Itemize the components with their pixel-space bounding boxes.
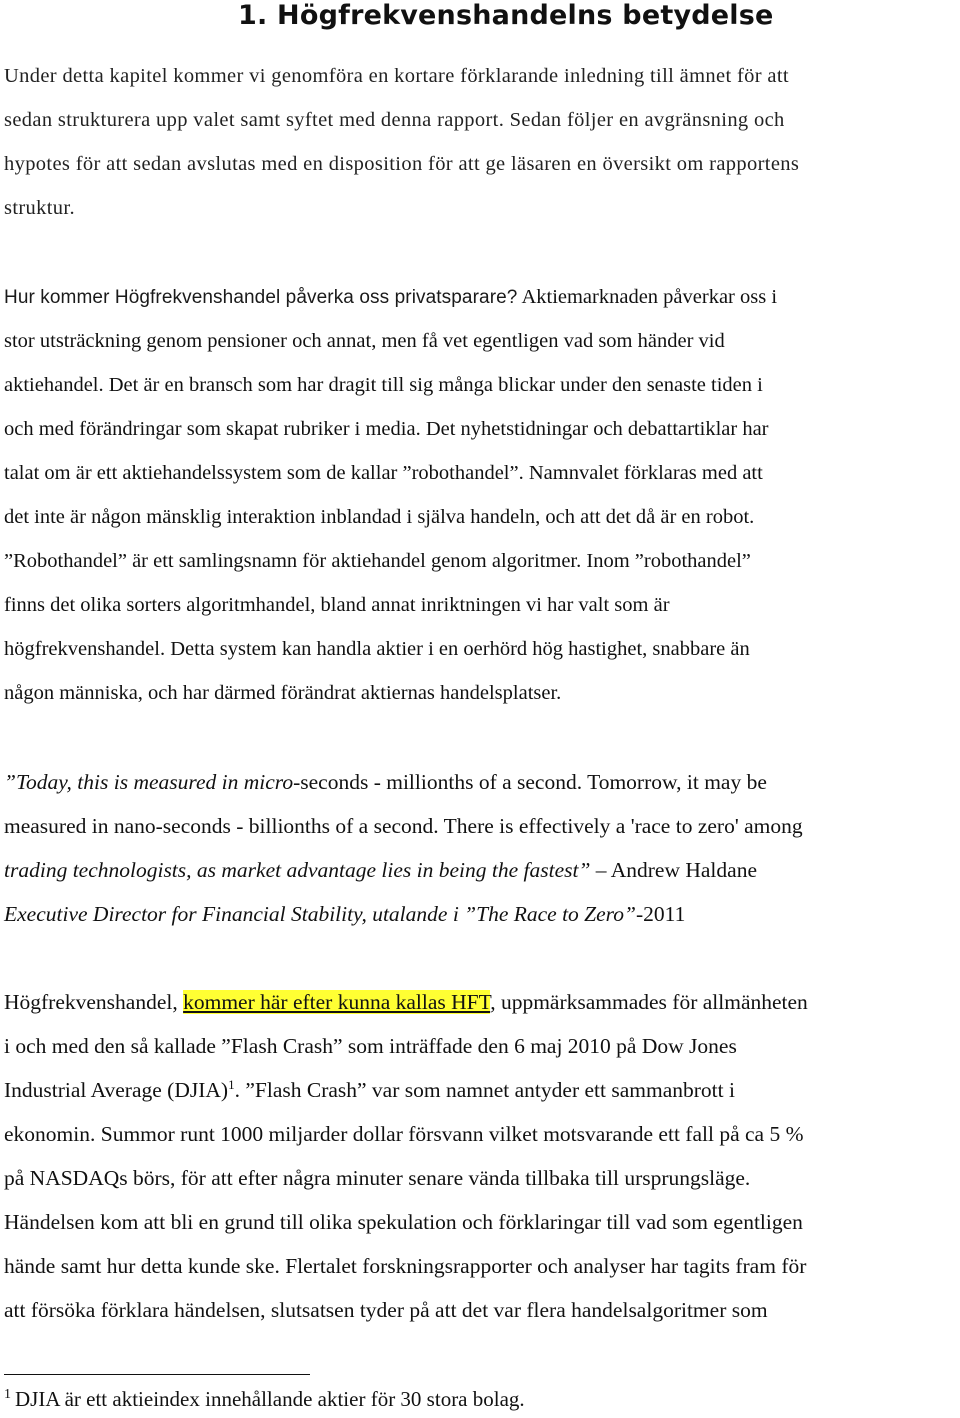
- quote-year: -2011: [635, 902, 686, 926]
- main-text: och med förändringar som skapat rubriker i media.: [4, 418, 421, 440]
- main-line: [4, 275, 956, 319]
- main-text: högfrekvenshandel.: [4, 638, 166, 660]
- hft-line: att försöka förklara händelsen, slutsatsen tyder på att det var flera handelsalgoritmer som: [4, 1298, 768, 1322]
- quote-line: [4, 848, 956, 892]
- hft-text: . ”Flash Crash” var som namnet antyder ett sammanbrott i: [234, 1078, 735, 1102]
- main-line: finns det olika sorters algoritmhandel, bland annat inriktningen vi har valt som är: [4, 594, 670, 616]
- main-line: [4, 627, 956, 671]
- intro-paragraph: [4, 54, 956, 230]
- quote-line: [4, 760, 956, 804]
- main-text: Inom ”robothandel”: [581, 550, 751, 572]
- hft-text: , uppmärksammades för allmänheten: [490, 990, 808, 1014]
- footnote: [4, 1384, 525, 1414]
- main-text: aktiehandel.: [4, 374, 104, 396]
- intro-line: Under detta kapitel kommer vi genomföra en kortare förklarande inledning till ämnet för att: [4, 65, 789, 87]
- main-text: Namnvalet förklaras med att: [523, 462, 763, 484]
- intro-line: sedan strukturera upp valet samt syftet med denna rapport. Sedan följer en avgränsning och: [4, 109, 785, 131]
- intro-line: hypotes för att sedan avslutas med en disposition för att ge läsaren en översikt om rapportens: [4, 153, 800, 175]
- main-line: [4, 363, 956, 407]
- hft-line: hände samt hur detta kunde ske. Flertalet forskningsrapporter och analyser har tagits fram för: [4, 1254, 807, 1278]
- main-line: [4, 451, 956, 495]
- footnote-marker: 1: [4, 1387, 11, 1402]
- main-text: ”Robothandel” är ett samlingsnamn för aktiehandel genom algoritmer.: [4, 550, 582, 572]
- footnote-divider: [4, 1374, 310, 1375]
- hft-line: Händelsen kom att bli en grund till olika spekulation och förklaringar till vad som egentligen: [4, 1210, 803, 1234]
- quote-block: [4, 760, 956, 936]
- hft-line: [4, 1068, 956, 1112]
- quote-line: measured in nano-seconds - billionths of a second. There is effectively a 'race to zero' among: [4, 814, 803, 838]
- main-line: det inte är någon mänsklig interaktion inblandad i själva handeln, och att det då är en robot.: [4, 506, 755, 528]
- question-text: Hur kommer Högfrekvenshandel påverka oss privatsparare?: [4, 287, 518, 308]
- main-line: [4, 407, 956, 451]
- quote-italic: ”Today, this is measured in micro: [4, 770, 294, 794]
- main-line: [4, 539, 956, 583]
- footnote-text: DJIA är ett aktieindex innehållande aktier för 30 stora bolag.: [15, 1387, 525, 1411]
- chapter-heading: 1. Högfrekvenshandelns betydelse: [238, 0, 774, 31]
- footnote-reference[interactable]: 1: [228, 1076, 235, 1092]
- main-text: talat om är ett aktiehandelssystem som de kallar ”robothandel”.: [4, 462, 524, 484]
- quote-text: -seconds - millionths of a second. Tomorrow, it may be: [293, 770, 767, 794]
- main-paragraph: [4, 275, 956, 715]
- hft-line: ekonomin. Summor runt 1000 miljarder dollar försvann vilket motsvarande ett fall på ca 5 %: [4, 1122, 804, 1146]
- main-line: stor utsträckning genom pensioner och annat, men få vet egentligen vad som händer vid: [4, 330, 725, 352]
- main-text: Det nyhetstidningar och debattartiklar har: [420, 418, 769, 440]
- hft-text: Högfrekvenshandel,: [4, 990, 184, 1014]
- hft-paragraph: [4, 980, 956, 1332]
- highlighted-text: kommer här efter kunna kallas HFT: [183, 990, 491, 1014]
- quote-line: [4, 892, 956, 936]
- quote-italic: trading technologists, as market advantage lies in being the fastest”: [4, 858, 591, 882]
- hft-line: i och med den så kallade ”Flash Crash” som inträffade den 6 maj 2010 på Dow Jones: [4, 1034, 737, 1058]
- main-text: Detta system kan handla aktier i en oerhörd hög hastighet, snabbare än: [165, 638, 750, 660]
- hft-line: på NASDAQs börs, för att efter några minuter senare vända tillbaka till ursprungsläge.: [4, 1166, 751, 1190]
- quote-author: – Andrew Haldane: [590, 858, 757, 882]
- quote-attribution: Executive Director for Financial Stability, utalande i ”The Race to Zero”: [4, 902, 636, 926]
- main-line: någon människa, och har därmed förändrat aktiernas handelsplatser.: [4, 682, 562, 704]
- main-text: Aktiemarknaden påverkar oss i: [517, 286, 778, 308]
- intro-line: struktur.: [4, 197, 75, 219]
- hft-line: [4, 980, 956, 1024]
- hft-text: Industrial Average (DJIA): [4, 1078, 229, 1102]
- main-text: Det är en bransch som har dragit till sig många blickar under den senaste tiden i: [103, 374, 763, 396]
